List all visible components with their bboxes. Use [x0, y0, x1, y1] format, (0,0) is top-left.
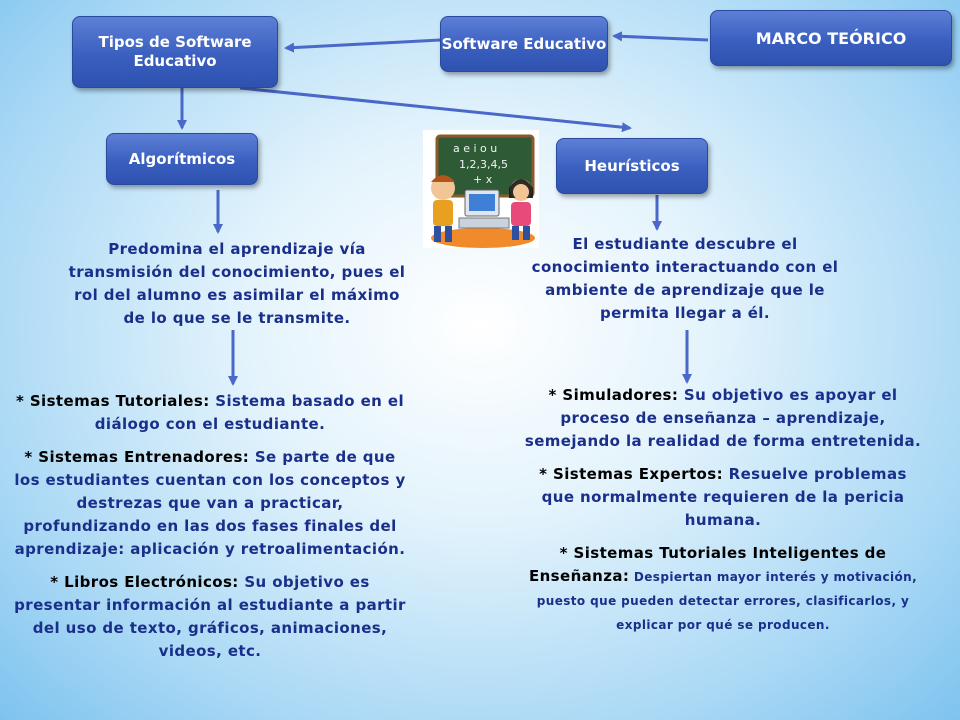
girl-body — [511, 202, 531, 226]
item-text: Sistema basado en el diálogo con el estudiante. — [94, 392, 405, 433]
arrow-marco-to-software — [614, 36, 708, 40]
tipos-software-box — [72, 16, 278, 88]
item-text: Resuelve problemas que normalmente requieren de la pericia humana. — [541, 465, 907, 529]
item-text: Su objetivo es apoyar el proceso de enseñanza – aprendizaje, semejando la realidad de forma entretenida. — [524, 386, 922, 450]
list-item — [14, 446, 406, 561]
arrow-software-to-tipos — [286, 40, 440, 48]
classroom-illustration — [423, 130, 539, 248]
item-label: * Simuladores: — [548, 386, 679, 404]
software-educativo-box — [440, 16, 608, 72]
list-item — [14, 390, 406, 436]
item-label: * Sistemas Tutoriales Inteligentes de Enseñanza: — [528, 544, 887, 585]
left-list — [14, 390, 406, 673]
heuristicos-description: El estudiante descubre el conocimiento interactuando con el ambiente de aprendizaje que le permita llegar a él. — [531, 235, 839, 322]
heuristicos-box — [556, 138, 708, 194]
list-item — [14, 571, 406, 663]
algoritmicos-label: Algorítmicos — [128, 149, 236, 168]
algoritmicos-description: Predomina el aprendizaje vía transmisión del conocimiento, pues el rol del alumno es asimilar el máximo de lo que se le transmite. — [68, 240, 406, 327]
list-item — [520, 542, 926, 637]
list-item — [520, 463, 926, 532]
item-label: * Sistemas Tutoriales: — [15, 392, 210, 410]
item-label: * Libros Electrónicos: — [50, 573, 239, 591]
software-educativo-label: Software Educativo — [441, 34, 607, 53]
item-text: Despiertan mayor interés y motivación, puesto que pueden detectar errores, clasificarlos, y explicar por qué se producen. — [536, 570, 918, 632]
item-text: Su objetivo es presentar información al estudiante a partir del uso de texto, gráficos, animaciones, videos, etc. — [14, 573, 406, 660]
boy-body — [433, 200, 453, 226]
algoritmicos-box — [106, 133, 258, 185]
right-list — [520, 384, 926, 647]
board-text-3: + x — [473, 173, 493, 186]
list-item — [520, 384, 926, 453]
board-text-1: a e i o u — [453, 142, 498, 155]
arrow-tipos-to-heuristicos — [240, 88, 630, 128]
item-label: * Sistemas Expertos: — [539, 465, 723, 483]
heuristicos-label: Heurísticos — [584, 156, 680, 175]
tipos-software-label: Tipos de Software Educativo — [98, 33, 252, 70]
item-text: Se parte de que los estudiantes cuentan con los conceptos y destrezas que van a practicar, profundizando en las dos fases finales del aprendizaje: aplicación y retroalimentación. — [14, 448, 406, 558]
marco-teorico-label: MARCO TEÓRICO — [755, 28, 907, 48]
board-text-2: 1,2,3,4,5 — [459, 158, 508, 171]
marco-teorico-box — [710, 10, 952, 66]
item-label: * Sistemas Entrenadores: — [24, 448, 250, 466]
